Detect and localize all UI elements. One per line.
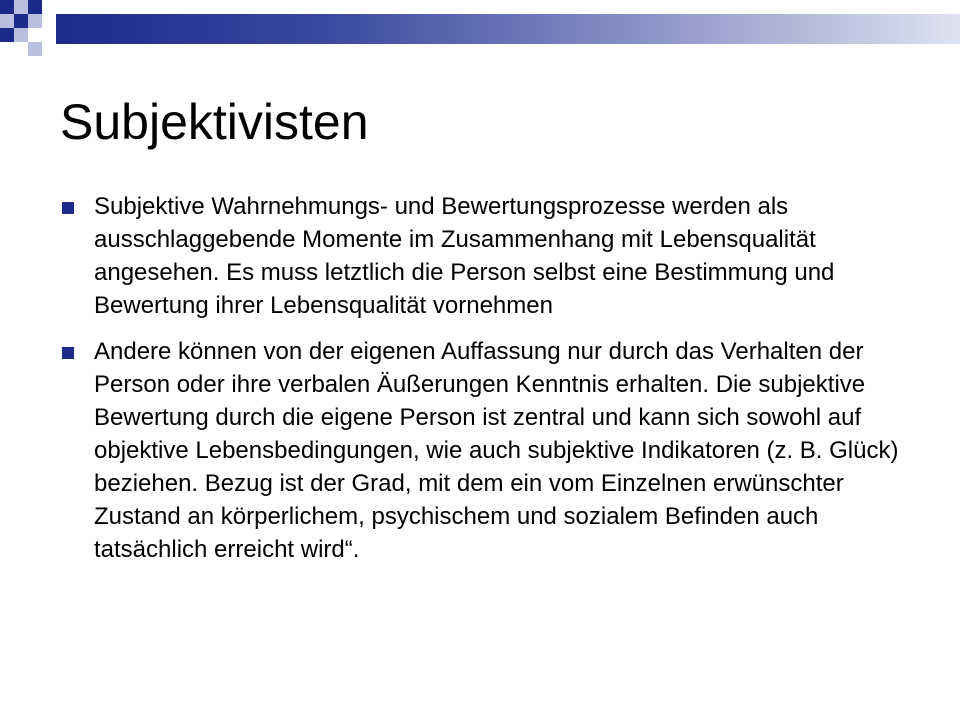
deco-square-light-4 bbox=[14, 28, 28, 42]
deco-square-light-1 bbox=[14, 0, 28, 14]
deco-square-dark-4 bbox=[0, 28, 14, 42]
bullet-text: Andere können von der eigenen Auffassung nur durch das Verhalten der Person oder ihre verbalen Äußerungen Kenntnis erhalten. Die subjektive Bewertung durch die eigene Person ist zentral und kann sich sowohl auf objektive Lebensbedingungen, wie auch subjektive Indikatoren (z. B. Glück) beziehen. Bezug ist der Grad, mit dem ein vom Einzelnen erwünschter Zustand an körperlichem, psychischem und sozialem Befinden auch tatsächlich erreicht wird“. bbox=[94, 338, 899, 563]
bullet-item bbox=[60, 190, 920, 322]
bullet-list bbox=[60, 190, 920, 579]
deco-square-dark-1 bbox=[0, 0, 14, 14]
deco-square-light-5 bbox=[28, 42, 42, 56]
header-gradient-bar bbox=[56, 14, 960, 44]
bullet-item bbox=[60, 335, 920, 566]
deco-square-light-2 bbox=[0, 14, 14, 28]
deco-square-dark-2 bbox=[28, 0, 42, 14]
deco-square-dark-3 bbox=[14, 14, 28, 28]
bullet-text: Subjektive Wahrnehmungs- und Bewertungsprozesse werden als ausschlaggebende Momente im Zusammenhang mit Lebensqualität angesehen. Es muss letztlich die Person selbst eine Bestimmung und Bewertung ihrer Lebensqualität vornehmen bbox=[94, 193, 835, 319]
deco-square-light-3 bbox=[28, 14, 42, 28]
square-bullet-icon bbox=[62, 202, 74, 214]
slide-title: Subjektivisten bbox=[60, 94, 369, 150]
square-bullet-icon bbox=[62, 347, 74, 359]
